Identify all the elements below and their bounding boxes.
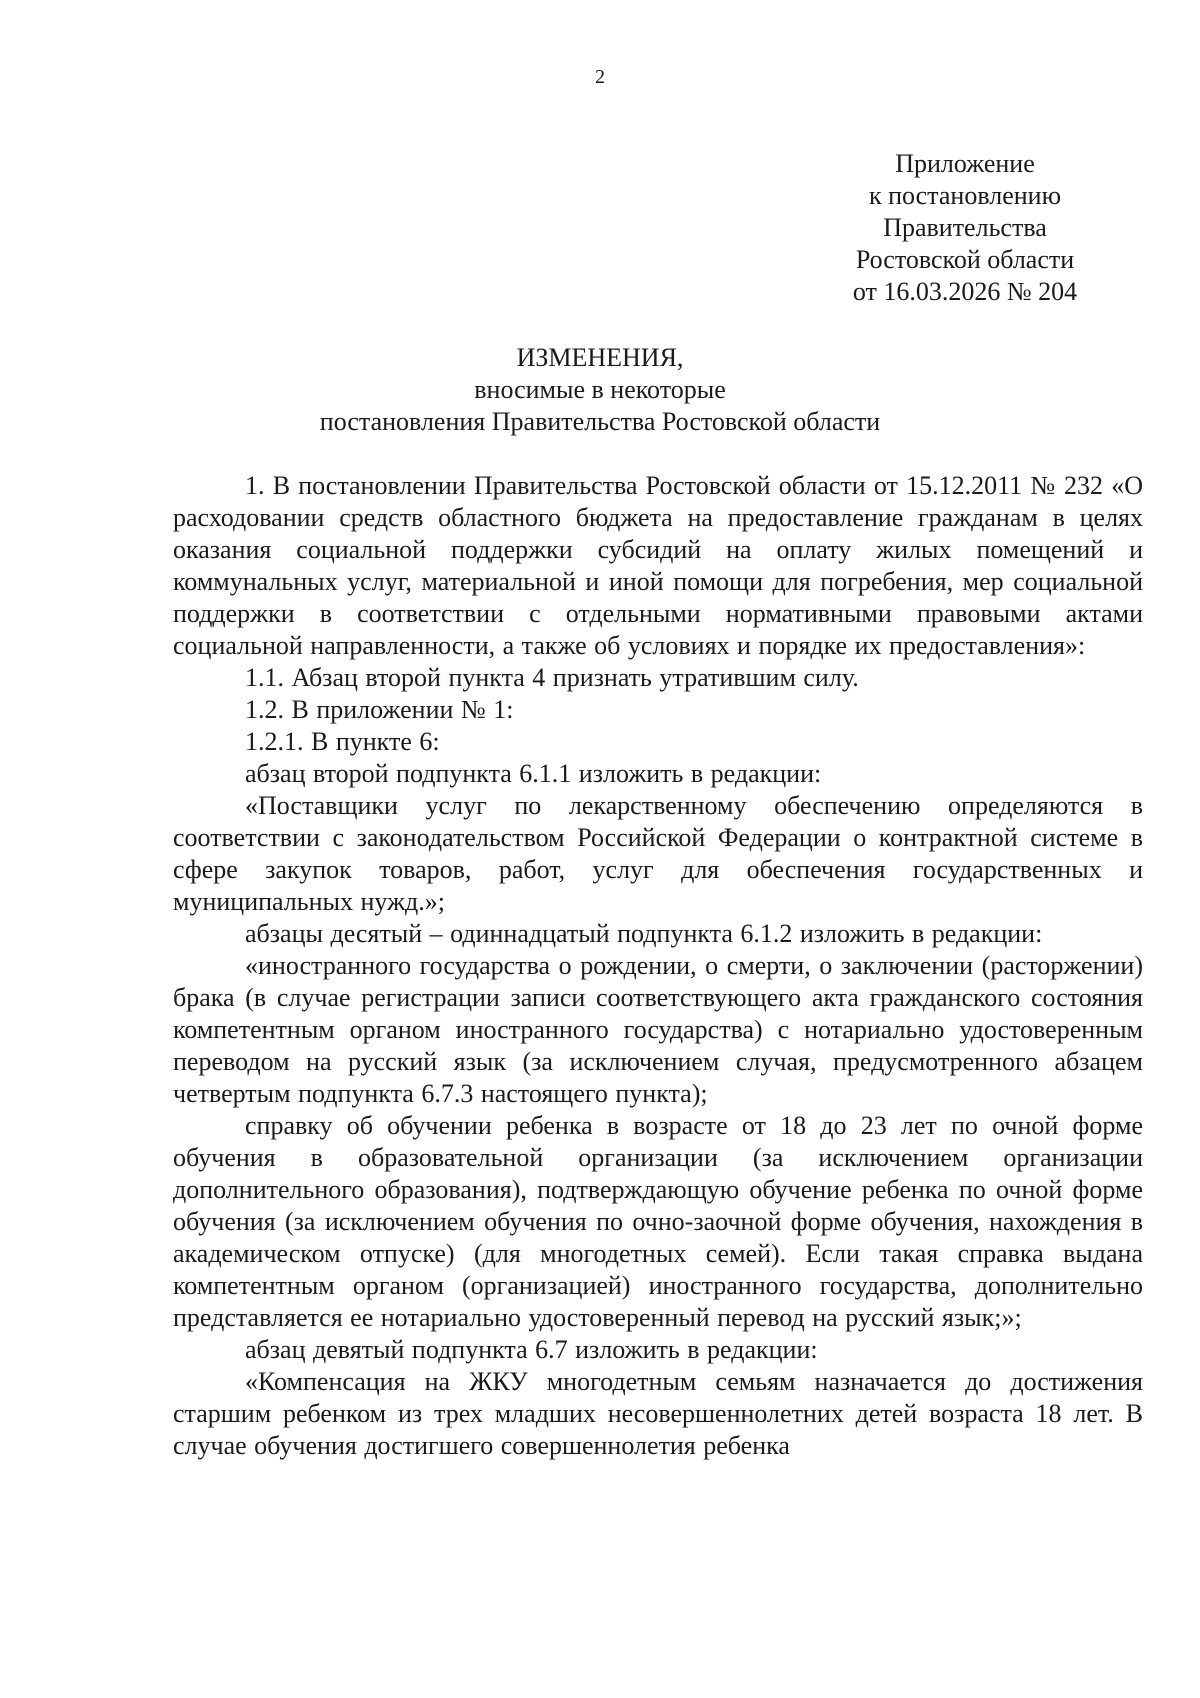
paragraph: абзац девятый подпункта 6.7 изложить в редакции: [245,1335,818,1364]
appendix-line: Правительства [883,213,1047,242]
paragraph: «иностранного государства о рождении, о смерти, о заключении (расторжении) брака (в случае регистрации записи соответствующего акта гражданского состояния компетентным органом иностранного государства) с нотариально удостоверенным переводом на русский язык (за исключением случая, предусмотренного абзацем четвертым подпункта 6.7.3 настоящего пункта); [173,951,1143,1108]
appendix-line: Приложение [895,149,1035,178]
paragraph: 1. В постановлении Правительства Ростовской области от 15.12.2011 № 232 «О расходовании средств областного бюджета на предоставление гражданам в целях оказания социальной поддержки субсидий на оплату жилых помещений и коммунальных услуг, материальной и иной помощи для погребения, мер социальной поддержки в соответствии с отдельными нормативными правовыми актами социальной направленности, а также об условиях и порядке их предоставления»: [173,471,1143,660]
appendix-date-number: от 16.03.2026 № 204 [852,277,1078,306]
paragraph: абзацы десятый – одиннадцатый подпункта 6.1.2 изложить в редакции: [245,919,1043,948]
paragraph: 1.2. В приложении № 1: [245,695,514,724]
appendix-line: Ростовской области [855,245,1075,274]
paragraph: абзац второй подпункта 6.1.1 изложить в редакции: [245,759,822,788]
title-subtitle: постановления Правительства Ростовской области [319,407,881,436]
title-heading: ИЗМЕНЕНИЯ, [516,343,684,372]
paragraph: «Компенсация на ЖКУ многодетным семьям назначается до достижения старшим ребенком из трех младших несовершеннолетних детей возраста 18 лет. В случае обучения достигшего совершеннолетия ребенка [173,1367,1143,1460]
page-number: 2 [595,66,605,88]
appendix-line: к постановлению [868,181,1062,210]
title-subtitle: вносимые в некоторые [474,375,726,404]
appendix-block [820,148,1110,308]
paragraph: справку об обучении ребенка в возрасте от 18 до 23 лет по очной форме обучения в образовательной организации (за исключением организации дополнительного образования), подтверждающую обучение ребенка по очной форме обучения (за исключением обучения по очно-заочной форме обучения, нахождения в академическом отпуске) (для многодетных семей). Если такая справка выдана компетентным органом (организацией) иностранного государства, дополнительно представляется ее нотариально удостоверенный перевод на русский язык;»; [173,1111,1143,1332]
paragraph: «Поставщики услуг по лекарственному обеспечению определяются в соответствии с законодательством Российской Федерации о контрактной системе в сфере закупок товаров, работ, услуг для обеспечения государственных и муниципальных нужд.»; [173,791,1143,916]
paragraph: 1.2.1. В пункте 6: [245,727,440,756]
document-body [173,470,1143,1462]
document-title [0,342,1200,438]
paragraph: 1.1. Абзац второй пункта 4 признать утратившим силу. [245,663,859,692]
